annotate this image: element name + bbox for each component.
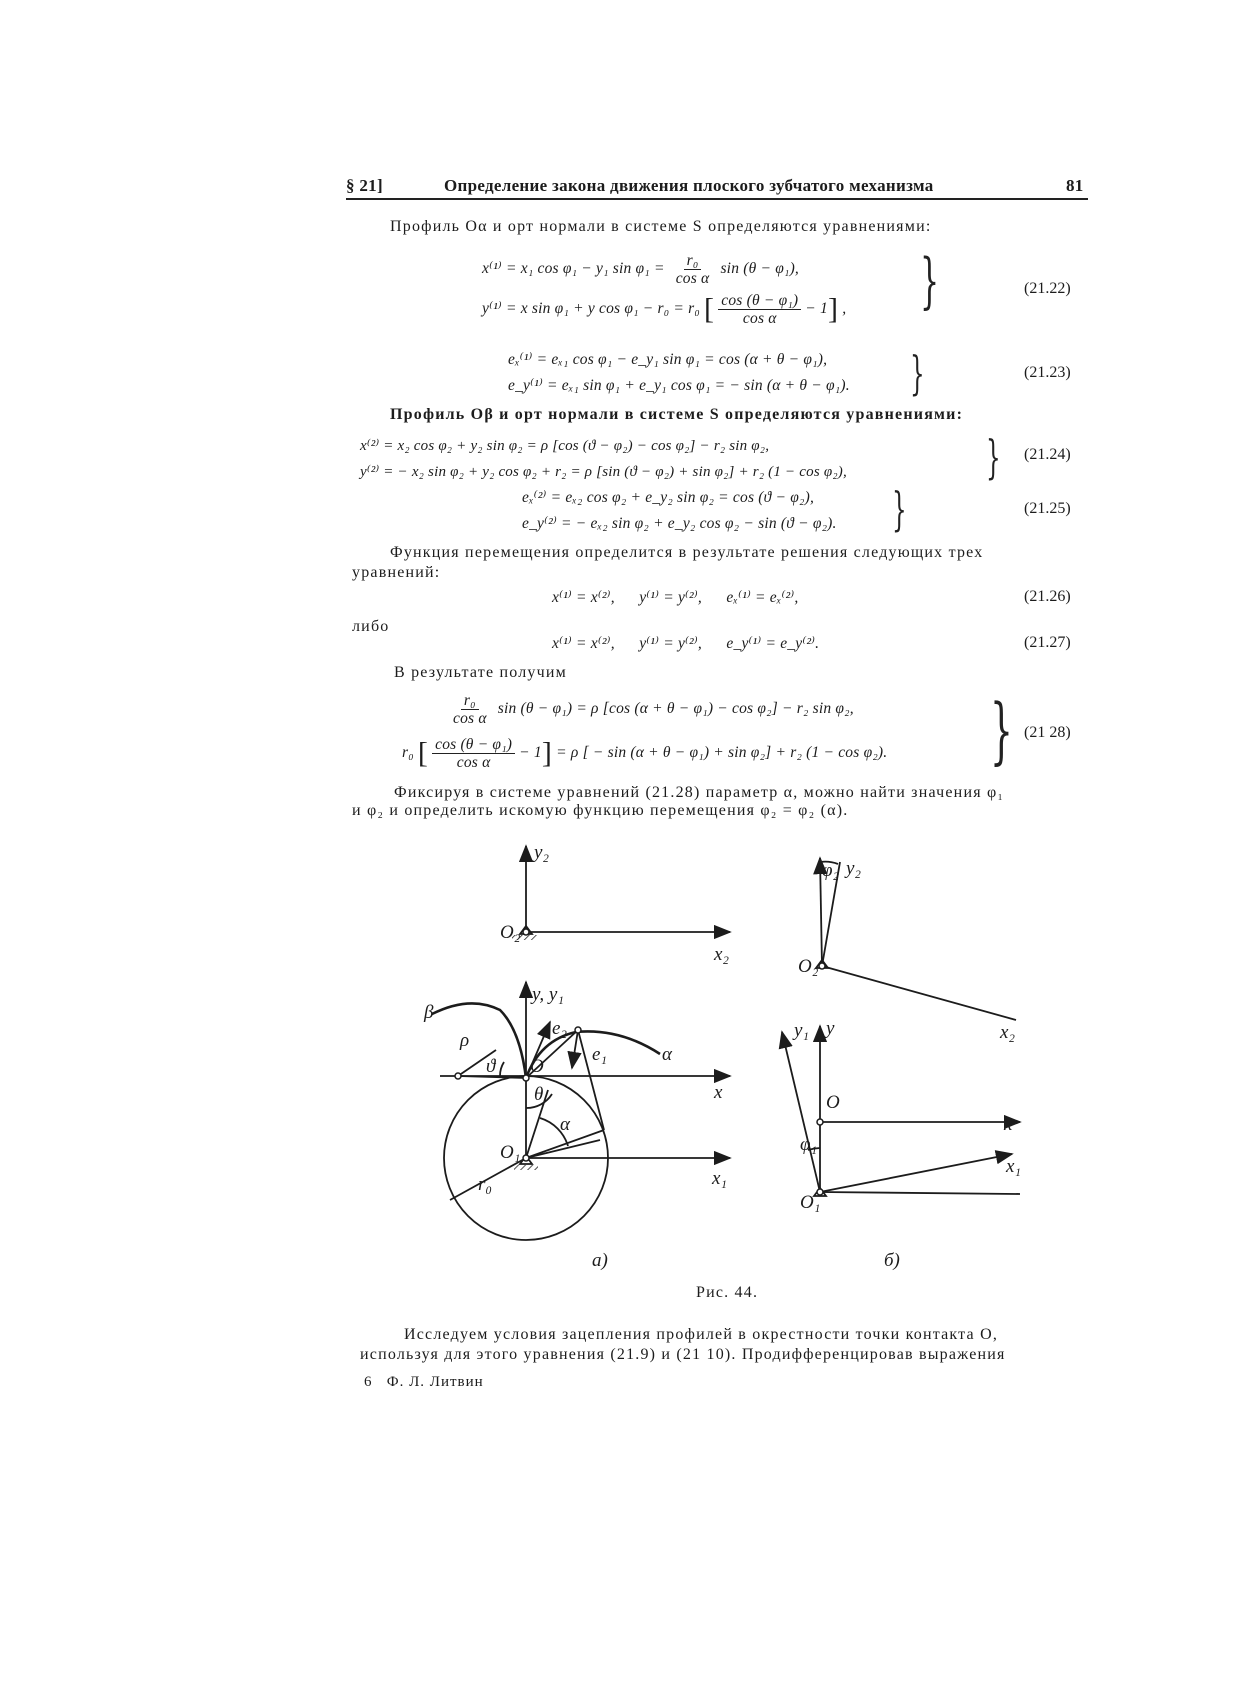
- label-y2-b: y₂: [846, 858, 862, 879]
- paragraph-function-line2: уравнений:: [352, 564, 441, 581]
- eq-21-24-line1: x⁽²⁾ = x₂ cos φ₂ + y₂ sin φ₂ = ρ [cos (ϑ − φ₂) − cos φ₂] − r₂ sin φ₂,: [360, 438, 770, 454]
- label-y-b: y: [826, 1018, 835, 1039]
- arc-theta-up: [500, 1062, 504, 1076]
- label-theta-up: ϑ: [486, 1056, 496, 1077]
- eq-21-25-line1: eₓ⁽²⁾ = eₓ₂ cos φ₂ + e_y₂ sin φ₂ = cos (ϑ − φ₂),: [522, 489, 815, 506]
- paragraph-function-line1: Функция перемещения определится в результате решения следующих трех: [390, 544, 984, 561]
- axis-x-base-b: [820, 1192, 1020, 1194]
- axis-y1-b: [782, 1032, 820, 1192]
- label-beta: β: [424, 1002, 434, 1023]
- label-sub-a: а): [592, 1250, 608, 1271]
- eq-21-28-tag: (21 28): [1024, 724, 1071, 741]
- eq-21-23-line1: eₓ⁽¹⁾ = eₓ₁ cos φ₁ − e_y₁ sin φ₁ = cos (α + θ − φ₁),: [508, 351, 828, 368]
- eq-21-24-line2: y⁽²⁾ = − x₂ sin φ₂ + y₂ cos φ₂ + r₂ = ρ [sin (ϑ − φ₂) + sin φ₂] + r₂ (1 − cos φ₂),: [360, 464, 847, 480]
- brace-21-23: }: [910, 346, 925, 400]
- eq-21-23-tag: (21.23): [1024, 364, 1071, 381]
- label-o2-b: O₂: [798, 956, 819, 977]
- brace-21-22: }: [920, 246, 940, 316]
- paragraph-fixing-line1: Фиксируя в системе уравнений (21.28) параметр α, можно найти значения φ₁: [394, 784, 1005, 801]
- page-number: 81: [1066, 176, 1084, 195]
- paragraph-profile-beta: Профиль Oβ и орт нормали в системе S определяются уравнениями:: [390, 406, 964, 423]
- label-e1: e₁: [592, 1044, 608, 1065]
- eq-21-27: x⁽¹⁾ = x⁽²⁾, y⁽¹⁾ = y⁽²⁾, e_y⁽¹⁾ = e_y⁽²⁾.: [552, 635, 820, 652]
- paragraph-result: В результате получим: [394, 664, 567, 681]
- label-x-b: x: [1004, 1114, 1013, 1135]
- label-y1-b: y₁: [794, 1020, 810, 1041]
- eq-21-24-tag: (21.24): [1024, 446, 1071, 463]
- eq-21-22-tag: (21.22): [1024, 280, 1071, 297]
- eq-21-27-tag: (21.27): [1024, 634, 1071, 651]
- eq-21-26-tag: (21.26): [1024, 588, 1071, 605]
- eq-21-25-line2: e_y⁽²⁾ = − eₓ₂ sin φ₂ + e_y₂ cos φ₂ − sin (ϑ − φ₂).: [522, 515, 837, 532]
- label-theta: θ: [534, 1084, 544, 1105]
- brace-21-28: }: [990, 688, 1013, 772]
- brace-21-24: }: [986, 430, 1001, 484]
- label-x1-b: x₁: [1006, 1156, 1022, 1177]
- label-sub-b: б): [884, 1250, 900, 1271]
- eq-21-22-line1: x⁽¹⁾ = x₁ cos φ₁ − y₁ sin φ₁ = $\frac{\text{r₀}}{\text{cos α}}$ sin (θ − φ₁),: [482, 252, 800, 287]
- label-o-b: O: [826, 1092, 840, 1113]
- label-y2-a: y₂: [534, 842, 550, 863]
- paragraph-fixing-line2: и φ₂ и определить искомую функцию перемещения φ₂ = φ₂ (α).: [352, 802, 849, 819]
- eq-21-25-tag: (21.25): [1024, 500, 1071, 517]
- label-x2-a: x₂: [714, 944, 730, 965]
- label-o1: O₁: [500, 1142, 521, 1163]
- eq-21-28-line2: r₀ [ $\frac{\text{cos (θ − φ₁)}}{\text{cos α}}$ − 1] = ρ [ − sin (α + θ − φ₁) + sin φ₂] + r₂ (1 − cos φ₂).: [402, 736, 888, 771]
- profile-beta: [432, 1003, 526, 1078]
- label-rho: ρ: [460, 1030, 470, 1051]
- label-alpha-curve: α: [662, 1044, 672, 1065]
- footer-signature: 6 Ф. Л. Литвин: [364, 1374, 484, 1390]
- eq-21-26: x⁽¹⁾ = x⁽²⁾, y⁽¹⁾ = y⁽²⁾, eₓ⁽¹⁾ = eₓ⁽²⁾,: [552, 589, 799, 606]
- label-alpha-angle: α: [560, 1114, 570, 1135]
- paragraph-investigate-line2: используя для этого уравнения (21.9) и (21 10). Продифференцировав выражения: [360, 1346, 1006, 1363]
- label-phi2: φ₂: [822, 860, 840, 881]
- label-o2-a: O₂: [500, 922, 521, 943]
- paragraph-investigate-line1: Исследуем условия зацепления профилей в окрестности точки контакта O,: [404, 1326, 999, 1343]
- brace-21-25: }: [892, 482, 907, 536]
- label-r0: r₀: [478, 1174, 492, 1195]
- label-x: x: [714, 1082, 723, 1103]
- eq-21-23-line2: e_y⁽¹⁾ = eₓ₁ sin φ₁ + e_y₁ cos φ₁ = − sin (α + θ − φ₁).: [508, 377, 850, 394]
- word-libo: либо: [352, 618, 390, 635]
- running-title: Определение закона движения плоского зубчатого механизма: [444, 176, 934, 195]
- label-x2-b: x₂: [1000, 1022, 1016, 1043]
- eq-21-22-line2: y⁽¹⁾ = x sin φ₁ + y cos φ₁ − r₀ = r₀ [ $\frac{\text{cos (θ − φ₁)}}{\text{cos α}}$ − 1] ,: [482, 292, 847, 327]
- label-o1-b: O₁: [800, 1192, 821, 1213]
- label-y-y1: y, y₁: [532, 984, 564, 1005]
- label-phi1: φ₁: [800, 1134, 818, 1155]
- axis-x2-b: [822, 966, 1016, 1020]
- figure-caption: Рис. 44.: [696, 1284, 759, 1301]
- paragraph-profile-alpha: Профиль Oα и орт нормали в системе S определяются уравнениями:: [390, 218, 932, 235]
- label-e2: e₂: [552, 1018, 568, 1039]
- axis-x1-b: [820, 1154, 1012, 1192]
- label-x1: x₁: [712, 1168, 728, 1189]
- label-o: O: [530, 1056, 544, 1077]
- eq-21-28-line1: $\frac{\text{r₀}}{\text{cos α}}$ sin (θ − φ₁) = ρ [cos (α + θ − φ₁) − cos φ₂] − r₂ sin φ₂,: [453, 692, 854, 727]
- section-marker: § 21]: [346, 176, 383, 195]
